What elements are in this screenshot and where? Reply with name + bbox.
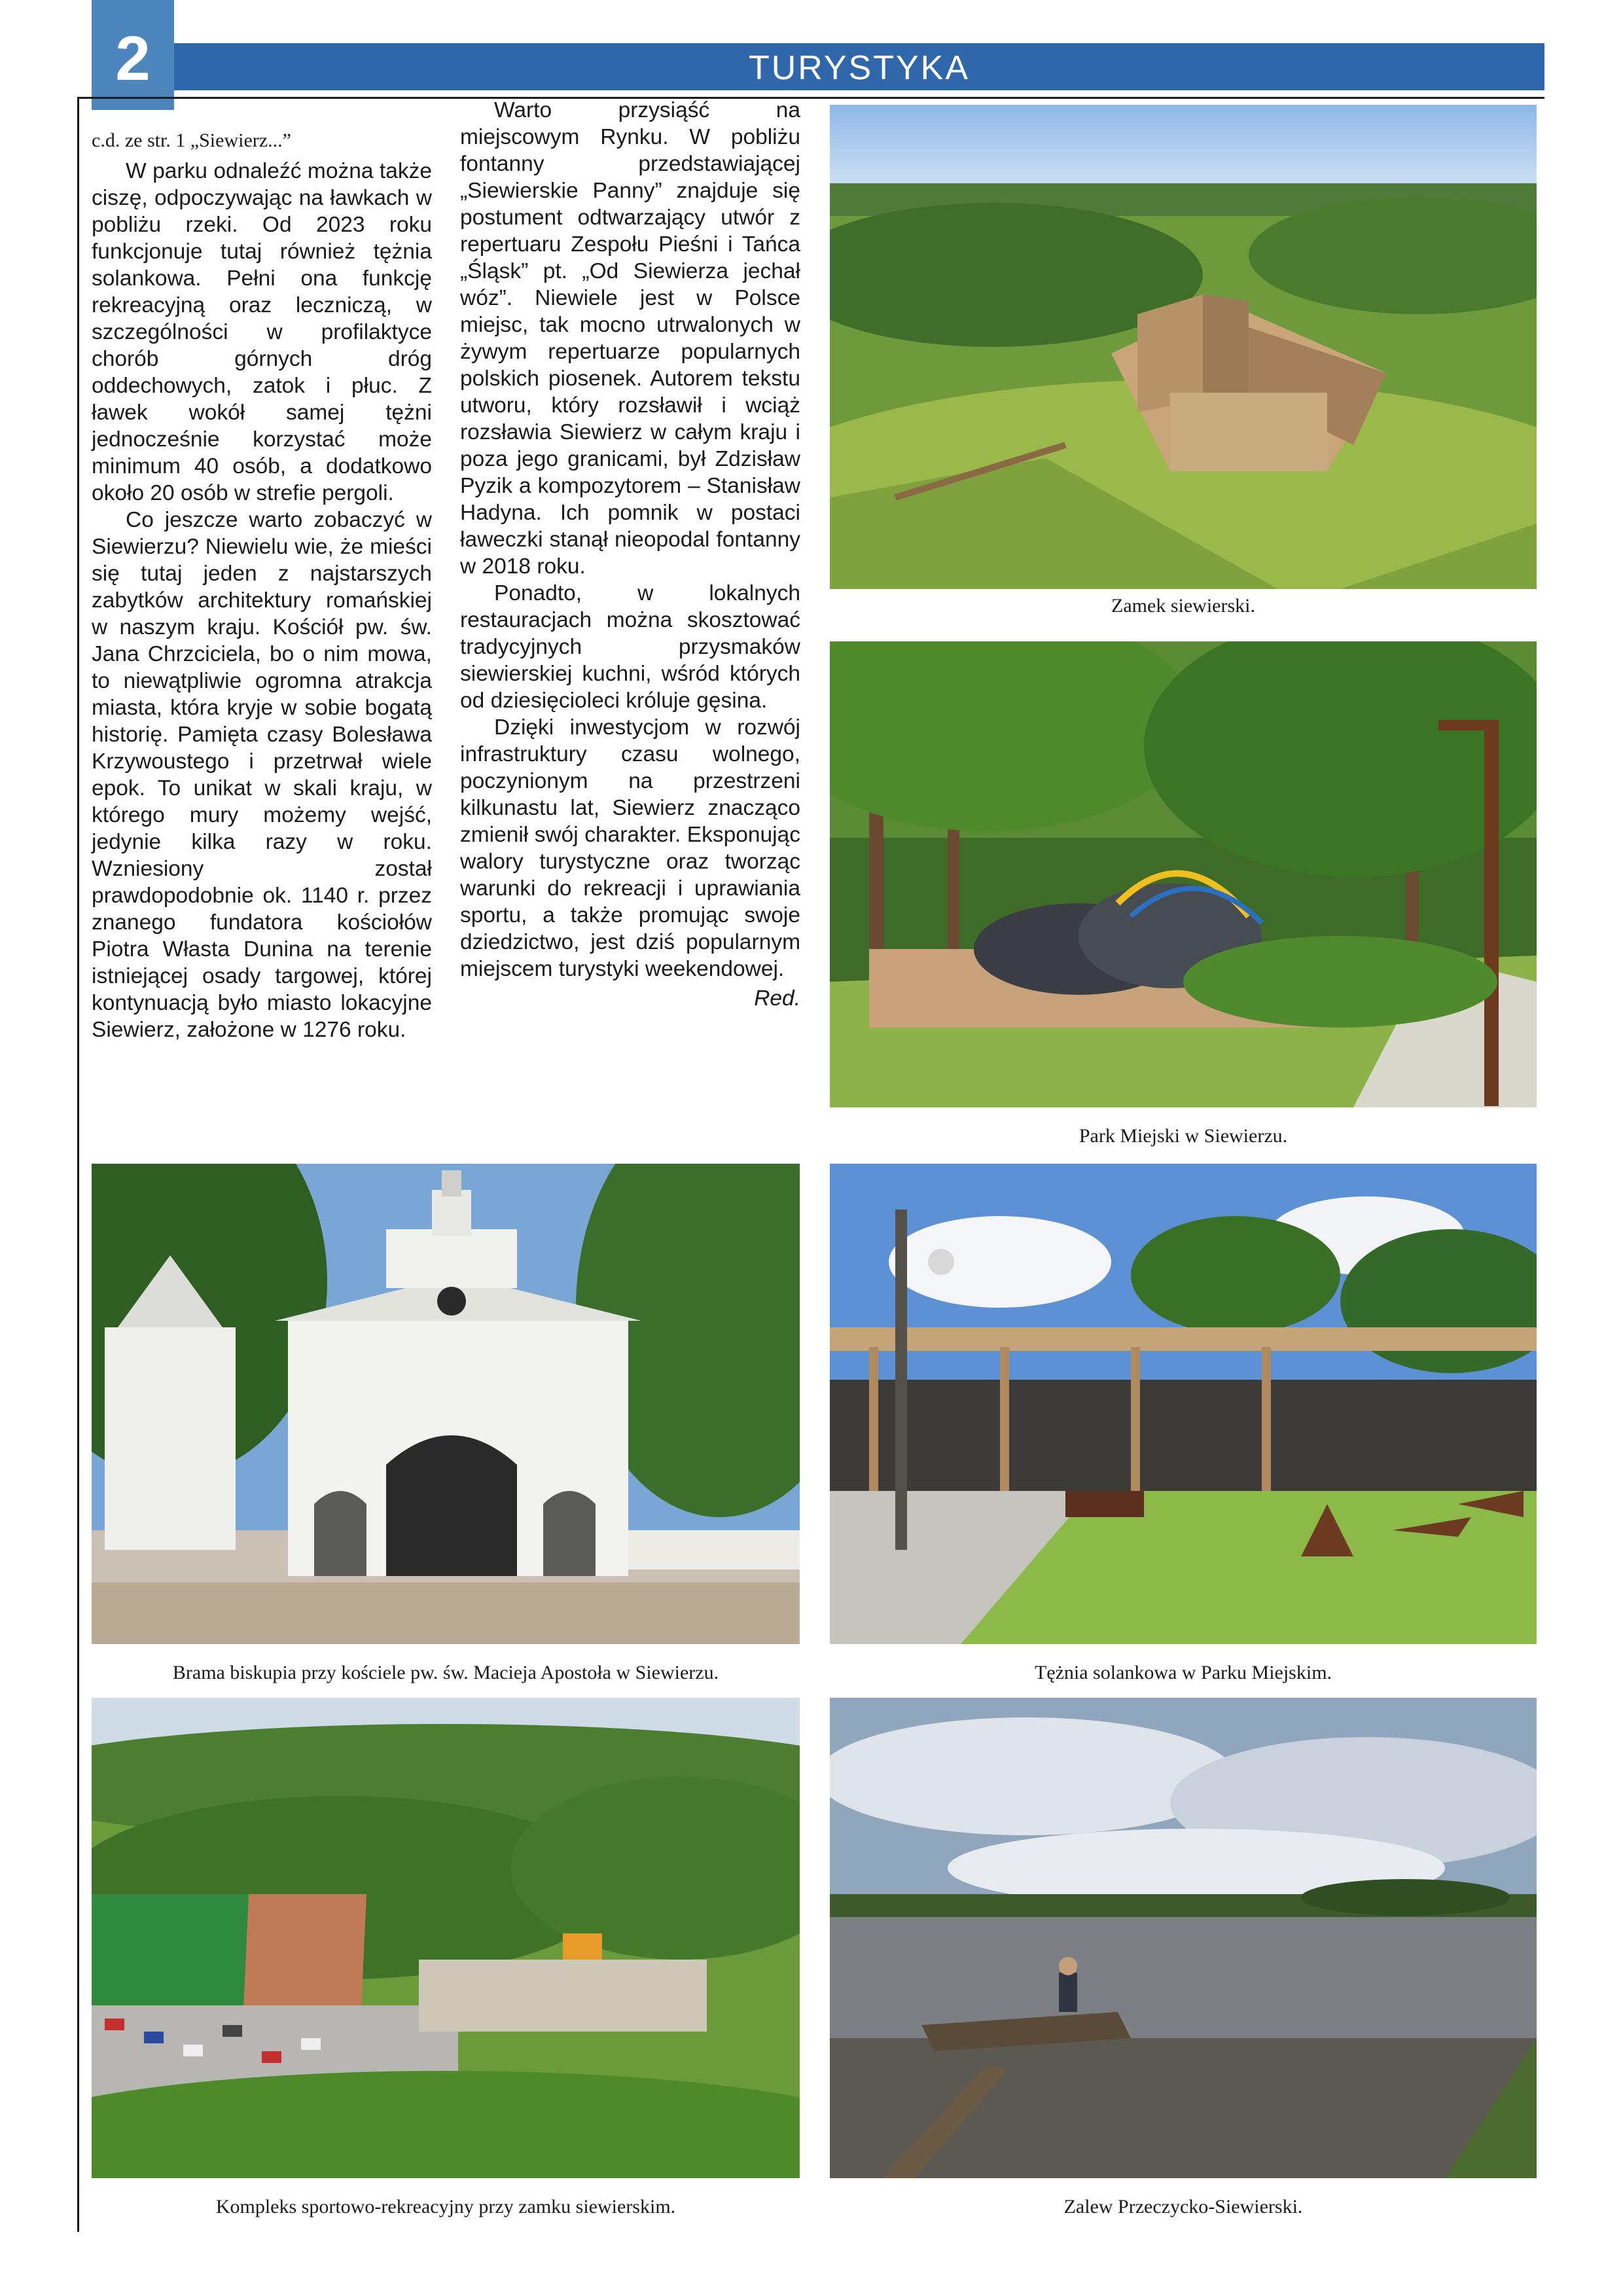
paragraph: Dzięki inwestycjom w rozwój infrastruktury czasu wolnego, poczynionym na przestrzeni kilkunastu lat, Siewierz znacząco zmienił swój charakter. Eksponując walory turystyczne oraz tworząc warunki do rekreacji i uprawiania sportu, a także promując swoje dziedzictwo, jest dziś popularnym miejscem turystyki weekendowej. [460, 715, 800, 981]
graduation-tower-photo [830, 1164, 1537, 1644]
header-rule [77, 97, 1544, 99]
park-caption: Park Miejski w Siewierzu. [1079, 1125, 1288, 1147]
gate-caption: Brama biskupia przy kościele pw. św. Macieja Apostoła w Siewierzu. [172, 1662, 719, 1683]
graduation-tower-caption: Tężnia solankowa w Parku Miejskim. [1034, 1662, 1332, 1683]
reservoir-caption: Zalew Przeczycko-Siewierski. [1063, 2196, 1303, 2217]
park-photo [830, 641, 1537, 1107]
page-number: 2 [115, 24, 151, 94]
paragraph: W parku odnaleźć można także ciszę, odpoczywając na ławkach w pobliżu rzeki. Od 2023 roku funkcjonuje tutaj również tężnia solankowa. Pełni ona funkcję rekreacyjną oraz leczniczą, w szczególności w profilaktyce chorób górnych dróg oddechowych, zatok i płuc. Z ławek wokół samej tężni jednocześnie korzystać może minimum 40 osób, a dodatkowo około 20 osób w strefie pergoli. [92, 159, 432, 505]
section-title: TURYSTYKA [748, 49, 971, 87]
article-column-1 [92, 128, 432, 1043]
paragraph: Co jeszcze warto zobaczyć w Siewierzu? Niewielu wie, że mieści się tutaj jeden z najstarszych zabytków architektury romańskiej w naszym kraju. Kościół pw. św. Jana Chrzciciela, bo o nim mowa, to niewątpliwie ogromna atrakcja miasta, która kryje w sobie bogatą historię. Pamięta czasy Bolesława Krzywoustego i przetrwał wiele epok. To unikat w skali kraju, w którego mury możemy wejść, jedynie kilka razy w roku. Wzniesiony został prawdopodobnie ok. 1140 r. przez znanego fundatora kościołów Piotra Własta Dunina na terenie istniejącej osady targowej, której kontynuacją było miasto lokacyjne Siewierz, założone w 1276 roku. [92, 508, 432, 1042]
paragraph: Warto przysiąść na miejscowym Rynku. W pobliżu fontanny przedstawiającej „Siewierskie Panny” znajduje się postument odtwarzający utwór z repertuaru Zespołu Pieśni i Tańca „Śląsk” pt. „Od Siewierza jechał wóz”. Niewiele jest w Polsce miejsc, tak mocno utrwalonych w żywym repertuarze popularnych polskich piosenek. Autorem tekstu utworu, który rozsławił i wciąż rozsławia Siewierz w całym kraju i poza jego granicami, był Zdzisław Pyzik a kompozytorem – Stanisław Hadyna. Ich pomnik w postaci ławeczki stanął nieopodal fontanny w 2018 roku. [460, 98, 800, 579]
castle-photo [830, 105, 1537, 589]
continuation-note: c.d. ze str. 1 „Siewierz...” [92, 130, 291, 151]
paragraph: Ponadto, w lokalnych restauracjach można skosztować tradycyjnych przysmaków siewierskiej kuchni, wśród których od dziesięcioleci króluje gęsina. [460, 581, 800, 713]
gate-photo [92, 1164, 800, 1644]
sports-complex-caption: Kompleks sportowo-rekreacyjny przy zamku siewierskim. [215, 2196, 676, 2217]
sports-complex-photo [92, 1698, 800, 2178]
castle-caption: Zamek siewierski. [1111, 595, 1255, 617]
reservoir-photo [830, 1698, 1537, 2178]
article-column-2 [460, 97, 800, 1012]
signature: Red. [754, 986, 800, 1011]
left-margin-rule [77, 97, 79, 2232]
